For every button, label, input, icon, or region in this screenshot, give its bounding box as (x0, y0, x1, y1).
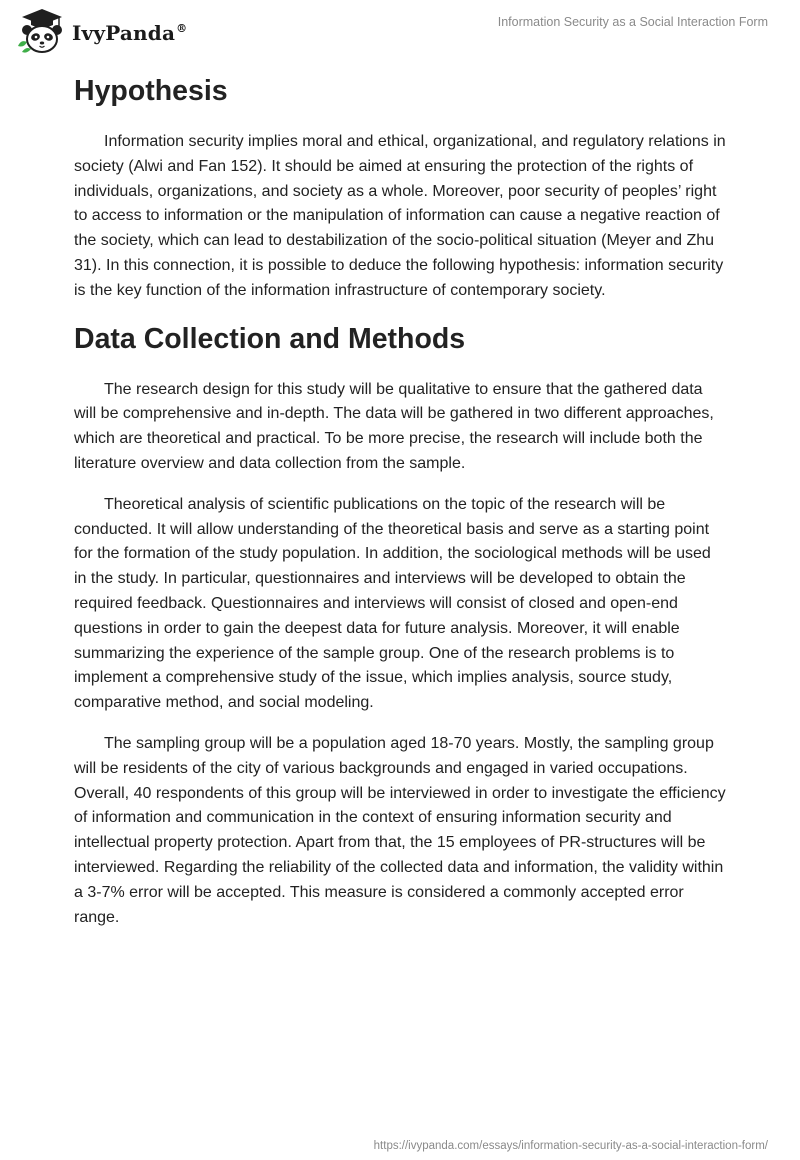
panda-graduate-icon (14, 6, 70, 56)
section-heading-hypothesis: Hypothesis (74, 75, 228, 107)
source-url-link[interactable]: https://ivypanda.com/essays/information-security-as-a-social-interaction-form/ (373, 1140, 768, 1152)
ivypanda-logo[interactable] (14, 6, 187, 56)
paragraph-methods-1: The research design for this study will be qualitative to ensure that the gathered data will be comprehensive and in-depth. The data will be gathered in two different approaches, which are theoretical and practical. To be more precise, the research will include both the literature overview and data collection from the sample. (74, 380, 714, 472)
paragraph-methods-2: Theoretical analysis of scientific publications on the topic of the research will be conducted. It will allow understanding of the theoretical basis and serve as a starting point for the formation of the study population. In addition, the sociological methods will be used in the study. In particular, questionnaires and interviews will be developed to obtain the required feedback. Questionnaires and interviews will consist of closed and open-end questions in order to gain the deepest data for future analysis. Moreover, it will enable summarizing the experience of the sample group. One of the research problems is to implement a comprehensive study of the issue, which implies analysis, source study, comparative method, and social modeling. (74, 495, 711, 712)
paragraph-hypothesis-1: Information security implies moral and ethical, organizational, and regulatory relations in society (Alwi and Fan 152). It should be aimed at ensuring the protection of the rights of individuals, organizations, and society as a whole. Moreover, poor security of peoples’ right to access to information or the manipulation of information can cause a negative reaction of the society, which can lead to destabilization of the socio-political situation (Meyer and Zhu 31). In this connection, it is possible to deduce the following hypothesis: information security is the key function of the information infrastructure of contemporary society. (74, 133, 726, 299)
section-data-collection (74, 320, 726, 931)
registered-mark: ® (176, 22, 188, 36)
section-hypothesis (74, 72, 726, 304)
brand-name: IvyPanda® (72, 21, 188, 45)
running-title: Information Security as a Social Interaction Form (497, 15, 768, 29)
essay-content (74, 72, 726, 946)
section-heading-data-collection: Data Collection and Methods (74, 322, 466, 355)
page-header (0, 0, 800, 60)
paragraph-methods-3: The sampling group will be a population aged 18-70 years. Mostly, the sampling group will be residents of the city of various backgrounds and engaged in varied occupations. Overall, 40 respondents of this group will be interviewed in order to investigate the efficiency of information and communication in the context of ensuring information security and intellectual property protection. Apart from that, the 15 employees of PR-structures will be interviewed. Regarding the reliability of the collected data and information, the validity within a 3-7% error will be accepted. This measure is considered a commonly accepted error range. (74, 734, 726, 926)
